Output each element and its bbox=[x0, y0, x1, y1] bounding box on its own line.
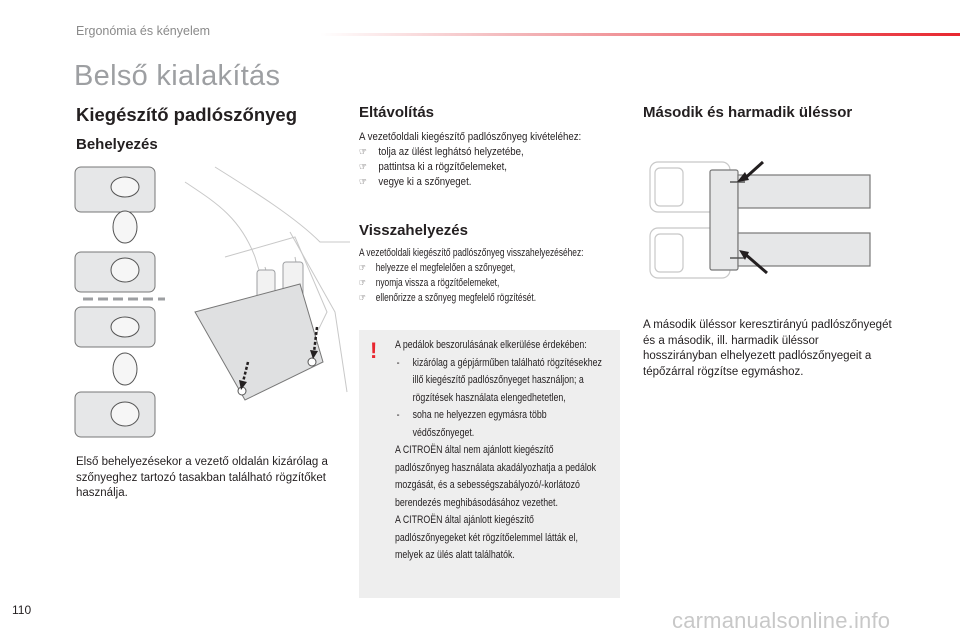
warning-paragraph: A CITROËN által ajánlott kiegészítő padlószőnyegeket két rögzítőelemmel látták el, melyek az ülés alatt találhatók. bbox=[395, 514, 578, 561]
page-number: 110 bbox=[12, 603, 32, 617]
floor-mat-illustration bbox=[65, 162, 355, 442]
remove-intro: A vezetőoldali kiegészítő padlószőnyeg kivételéhez: bbox=[359, 131, 582, 143]
warning-body bbox=[395, 337, 603, 565]
warning-paragraph: A CITROËN által nem ajánlott kiegészítő padlószőnyeg használata akadályozhatja a pedálok mozgását, és a sebességszabályozó/-korlátozó berendezés meghibásodásához vezethet. bbox=[395, 444, 597, 509]
list-item: ☞ nyomja vissza a rögzítőelemeket, bbox=[359, 276, 617, 291]
mat-heading: Kiegészítő padlószőnyeg bbox=[76, 104, 298, 125]
reinstall-intro: A vezetőoldali kiegészítő padlószőnyeg visszahelyezéséhez: bbox=[359, 247, 584, 259]
reinstall-section bbox=[359, 246, 659, 306]
list-item: ☞ vegye ki a szőnyeget. bbox=[359, 175, 623, 190]
reinstall-steps bbox=[359, 261, 617, 306]
list-item: ☞ helyezze el megfelelően a szőnyeget, bbox=[359, 261, 617, 276]
list-item: ☞ tolja az ülést leghátsó helyzetébe, bbox=[359, 145, 623, 160]
rear-rows-instruction: A második üléssor keresztirányú padlószőnyegét és a második, ill. harmadik üléssor hosszirányban elhelyezett padlószőnyegeit a tépőzárral rögzítse egymáshoz. bbox=[643, 319, 892, 378]
list-item: ☞ ellenőrizze a szőnyeg megfelelő rögzítését. bbox=[359, 291, 617, 306]
page-title: Belső kialakítás bbox=[74, 60, 281, 92]
warning-intro: A pedálok beszorulásának elkerülése érdekében: bbox=[395, 339, 587, 351]
warning-item: - soha ne helyezzen egymásra több védőszőnyeget. bbox=[395, 407, 603, 442]
remove-section bbox=[359, 130, 621, 190]
section-header: Ergonómia és kényelem bbox=[76, 24, 211, 38]
install-instruction: Első behelyezésekor a vezető oldalán kizárólag a szőnyeghez tartozó tasakban található rögzítőket használja. bbox=[76, 456, 328, 499]
header-accent-bar bbox=[320, 33, 960, 36]
remove-steps bbox=[359, 145, 623, 190]
reinstall-heading: Visszahelyezés bbox=[359, 222, 468, 239]
watermark: carmanualsonline.info bbox=[672, 608, 891, 633]
warning-text bbox=[395, 337, 651, 565]
rear-mat-illustration bbox=[645, 150, 875, 285]
rear-rows-heading: Második és harmadik üléssor bbox=[643, 104, 853, 121]
warning-item: - kizárólag a gépjárműben található rögzítésekhez illő kiegészítő padlószőnyeget használjon; a rögzítések használata elengedhetetlen, bbox=[395, 355, 603, 408]
install-heading: Behelyezés bbox=[76, 136, 158, 153]
remove-heading: Eltávolítás bbox=[359, 104, 435, 121]
list-item: ☞ pattintsa ki a rögzítőelemeket, bbox=[359, 160, 623, 175]
exclamation-icon: ! bbox=[370, 338, 378, 363]
